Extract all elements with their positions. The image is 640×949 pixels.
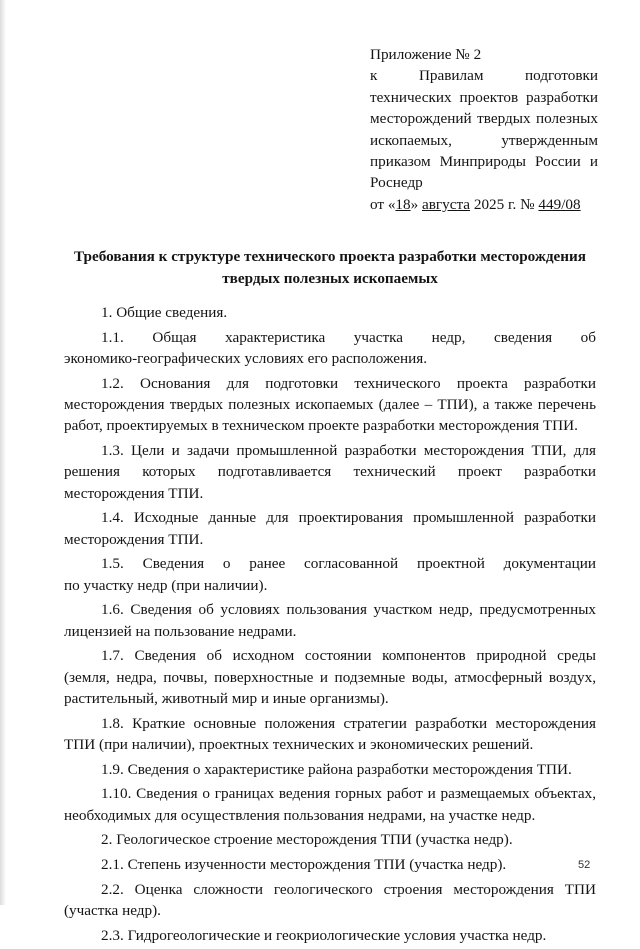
paragraph-line: 1. Общие сведения. — [101, 304, 228, 321]
document-title — [64, 246, 596, 289]
title-line-2: твердых полезных ископаемых — [222, 269, 438, 287]
paragraph — [64, 599, 596, 642]
paragraph-line: 1.10. Сведения о границах ведения горных работ и размещаемых объектах, — [101, 785, 596, 803]
paragraph — [64, 302, 596, 323]
date-year: 2025 г. № — [470, 195, 539, 213]
date-prefix: от « — [370, 195, 396, 213]
paragraph-line: 1.3. Цели и задачи промышленной разработки месторождения ТПИ, для — [101, 442, 596, 459]
paragraph — [64, 327, 596, 370]
scan-edge-shadow — [0, 0, 6, 905]
page-number: 52 — [578, 859, 591, 871]
appendix-word-approved: утвержденным — [501, 131, 598, 149]
appendix-line-6: приказом Минприроды России и — [370, 153, 598, 171]
appendix-line-5 — [370, 130, 598, 151]
paragraph-line: 1.4. Исходные данные для проектирования промышленной разработки — [101, 509, 596, 527]
paragraph-line: 1.1. Общая характеристика участка недр, сведения об — [101, 328, 596, 346]
paragraph-line: растительный, животный мир и иные организмы). — [64, 690, 389, 708]
paragraph-line: необходимых для осуществления пользования недрами, на участке недр. — [64, 806, 536, 824]
paragraph — [64, 713, 596, 756]
paragraph — [64, 879, 596, 922]
paragraph-line: ТПИ (при наличии), проектных технических и экономических решений. — [64, 736, 534, 754]
paragraph — [64, 507, 596, 550]
paragraph — [64, 645, 596, 709]
appendix-line-7: Роснедр — [370, 174, 423, 192]
appendix-line-3: технических проектов разработки — [370, 88, 598, 106]
paragraph-line: 1.8. Краткие основные положения стратегии разработки месторождения — [101, 714, 596, 732]
appendix-word-preparation: подготовки — [525, 67, 598, 85]
paragraph — [64, 553, 596, 596]
appendix-date-line — [370, 194, 598, 215]
appendix-heading: Приложение № 2 — [370, 46, 482, 63]
paragraph-line: (земля, недра, почвы, поверхностные и подземные воды, атмосферный воздух, — [64, 668, 596, 686]
paragraph — [64, 440, 596, 504]
paragraph-line: (участка недр). — [64, 902, 161, 919]
paragraph — [64, 373, 596, 437]
paragraph-line: 1.5. Сведения о ранее согласованной проектной документации — [101, 555, 596, 573]
appendix-line-4: месторождений твердых полезных — [370, 110, 598, 128]
paragraph-line: работ, проектируемых в техническом проекте разработки месторождения ТПИ. — [64, 417, 578, 435]
paragraph-line: 1.9. Сведения о характеристике района разработки месторождения ТПИ. — [101, 760, 572, 778]
appendix-word-rules: Правилам — [418, 67, 484, 85]
date-month: августа — [422, 195, 471, 213]
paragraph — [64, 829, 596, 850]
paragraph-line: 1.7. Сведения об исходном состоянии компонентов природной среды — [101, 647, 596, 665]
paragraph-line: решения которых подготавливается технический проект разработки — [64, 463, 596, 481]
paragraph — [64, 783, 596, 826]
paragraph — [64, 854, 596, 875]
appendix-line-2 — [370, 65, 598, 86]
title-line-1: Требования к структуре технического проекта разработки месторождения — [73, 248, 587, 265]
paragraph-line: экономико-географических условиях его расположения. — [64, 350, 428, 367]
paragraph-line: 2. Геологическое строение месторождения ТПИ (участка недр). — [101, 831, 513, 849]
paragraph-line: лицензией на пользование недрами. — [64, 622, 297, 640]
order-number: 449/08 — [538, 195, 581, 213]
paragraph-line: месторождения ТПИ. — [64, 530, 204, 548]
paragraph-line: 2.1. Степень изученности месторождения ТПИ (участка недр). — [101, 856, 507, 873]
date-day: 18 — [395, 195, 411, 213]
document-body — [64, 302, 596, 949]
paragraph-line: месторождения твердых полезных ископаемых (далее – ТПИ), а также перечень — [64, 396, 596, 413]
paragraph-line: 2.3. Гидрогеологические и геокриологические условия участка недр. — [101, 926, 547, 944]
paragraph — [64, 759, 596, 780]
paragraph-line: 1.6. Сведения об условиях пользования участком недр, предусмотренных — [101, 601, 596, 619]
appendix-word-k: к — [370, 67, 378, 85]
paragraph-line: по участку недр (при наличии). — [64, 576, 268, 594]
paragraph-line: месторождения ТПИ. — [64, 484, 204, 502]
paragraph-line: 2.2. Оценка сложности геологического строения месторождения ТПИ — [101, 880, 596, 898]
paragraph-line: 1.2. Основания для подготовки технического проекта разработки — [101, 374, 596, 392]
appendix-word-minerals: ископаемых, — [370, 131, 452, 149]
date-mid: » — [410, 195, 422, 213]
paragraph — [64, 925, 596, 946]
appendix-block — [370, 44, 598, 215]
